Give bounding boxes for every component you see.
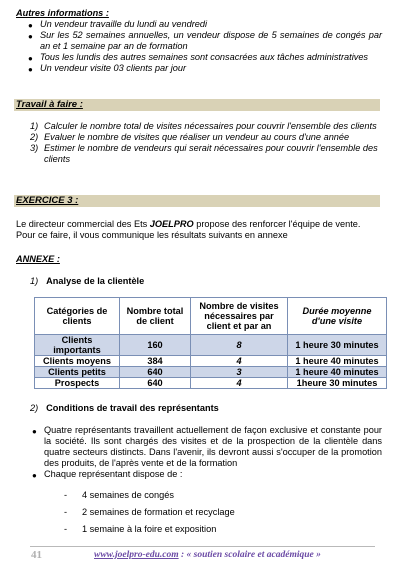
conditions-list: [32, 425, 382, 480]
table-row: Clients petits 640 3 1 heure 40 minutes: [35, 367, 387, 378]
list-item: ● Tous les lundis des autres semaines sont consacrées aux tâches administratives: [28, 52, 369, 63]
table-header-row: [35, 298, 387, 335]
bullet-icon: ●: [28, 21, 33, 30]
clientele-table: [34, 297, 387, 389]
dash-icon: -: [64, 524, 68, 534]
table-row: Prospects 640 4 1heure 30 minutes: [35, 378, 387, 389]
list-item: 2) Evaluer le nombre de visites que réaliser un vendeur au cours d'une année: [30, 132, 350, 142]
footer-divider: [30, 546, 375, 547]
exercice-intro: Le directeur commercial des Ets JOELPRO propose des renforcer l'équipe de vente. Pour ce faire, il vous communique les résultats suivants en annexe: [16, 219, 361, 240]
exercice-heading-bar: [14, 195, 380, 207]
travail-heading-bar: [14, 99, 380, 111]
list-item: - 2 semaines de formation et recyclage: [64, 507, 235, 517]
dash-icon: -: [64, 490, 68, 500]
section2-title: 2) Conditions de travail des représentants: [30, 403, 219, 413]
bullet-icon: ●: [28, 65, 33, 74]
footer-site-link[interactable]: www.joelpro-edu.com: [94, 550, 179, 560]
table-header: Durée moyenne d'une visite: [288, 298, 387, 335]
list-item: 3) Estimer le nombre de vendeurs qui serait nécessaires pour couvrir l'ensemble des clients: [30, 143, 378, 164]
list-item: 1) Calculer le nombre total de visites nécessaires pour couvrir l'ensemble des clients: [30, 121, 377, 131]
list-item: ● Sur les 52 semaines annuelles, un vendeur dispose de 5 semaines de congés par an et 1 semaine par an de formation: [28, 30, 382, 51]
autres-heading: Autres informations :: [16, 8, 109, 18]
bullet-icon: ●: [32, 427, 37, 436]
list-item: ● Un vendeur visite 03 clients par jour: [28, 63, 187, 74]
bullet-icon: ●: [28, 32, 33, 41]
list-item: - 1 semaine à la foire et exposition: [64, 524, 217, 534]
autres-list: [28, 19, 382, 74]
dispose-list: [64, 490, 384, 541]
list-item: ● Un vendeur travaille du lundi au vendredi: [28, 19, 208, 30]
footer-text: www.joelpro-edu.com : « soutien scolaire et académique »: [94, 550, 321, 560]
dash-icon: -: [64, 507, 68, 517]
list-item: ● Chaque représentant dispose de :: [32, 469, 183, 480]
table-header: Nombre de visites nécessaires par client et par an: [191, 298, 288, 335]
bullet-icon: ●: [32, 471, 37, 480]
section1-title: 1) Analyse de la clientèle: [30, 276, 145, 286]
bullet-icon: ●: [28, 54, 33, 63]
annexe-heading: ANNEXE :: [16, 254, 60, 264]
travail-heading: Travail à faire :: [16, 99, 83, 110]
company-name: JOELPRO: [149, 219, 194, 229]
list-item: - 4 semaines de congés: [64, 490, 174, 500]
page-number: 41: [31, 549, 42, 561]
table-row: Clients importants 160 8 1 heure 30 minutes: [35, 335, 387, 356]
table-row: Clients moyens 384 4 1 heure 40 minutes: [35, 356, 387, 367]
table-header: Nombre total de client: [120, 298, 191, 335]
table-header: Catégories de clients: [35, 298, 120, 335]
travail-list: [30, 121, 382, 165]
list-item: ● Quatre représentants travaillent actuellement de façon exclusive et constante pour la société. Ils sont chargés des visites et de la prospection de la clientèle dans quatre secteurs distincts. Dans l'avenir, ils devront aussi s'occuper de la promotion des produits, de l'après vente et de la formation: [32, 425, 382, 468]
exercice-heading: EXERCICE 3 :: [16, 195, 79, 206]
